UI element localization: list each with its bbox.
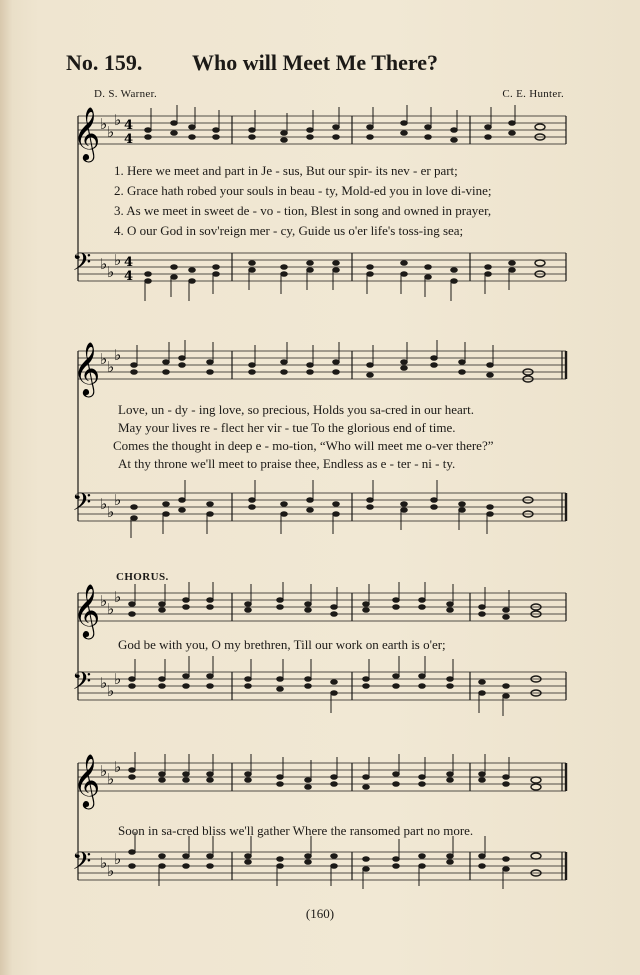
svg-text:♭: ♭	[100, 495, 108, 513]
svg-text:♭: ♭	[114, 850, 122, 868]
svg-text:♭: ♭	[107, 600, 115, 618]
svg-text:♭: ♭	[100, 854, 108, 872]
svg-text:4: 4	[124, 255, 134, 270]
svg-text:4: 4	[124, 132, 134, 147]
svg-text:♭: ♭	[100, 674, 108, 692]
svg-text:♭: ♭	[114, 588, 122, 606]
svg-text:𝄞: 𝄞	[73, 583, 101, 637]
hymn-heading	[66, 50, 566, 84]
svg-text:♭: ♭	[107, 770, 115, 788]
svg-text:𝄢: 𝄢	[72, 667, 92, 702]
music-system-1	[70, 105, 570, 315]
svg-text:♭: ♭	[100, 255, 108, 273]
svg-text:♭: ♭	[114, 111, 122, 129]
music-system-4	[70, 752, 570, 902]
chorus-label: CHORUS.	[116, 571, 169, 583]
svg-text:♭: ♭	[107, 263, 115, 281]
svg-text:♭: ♭	[107, 682, 115, 700]
svg-text:♭: ♭	[114, 251, 122, 269]
svg-text:♭: ♭	[107, 358, 115, 376]
music-system-3	[70, 582, 570, 732]
svg-text:♭: ♭	[107, 503, 115, 521]
verse-4-line-1: 4. O our God in sov'reign mer - cy, Guide us o'er life's toss-ing sea;	[114, 223, 464, 238]
svg-text:𝄞: 𝄞	[73, 753, 101, 807]
lyricist-credit: D. S. Warner.	[94, 88, 157, 100]
staff-group-3	[70, 582, 570, 732]
verse-2-line-1: 2. Grace hath robed your souls in beau - ty, Mold-ed you in love di-vine;	[114, 183, 492, 198]
verse-1-line-2: Love, un - dy - ing love, so precious, Holds you sa-cred in our heart.	[118, 402, 474, 417]
svg-text:𝄢: 𝄢	[72, 488, 92, 523]
svg-text:♭: ♭	[100, 592, 108, 610]
page-number: (160)	[305, 906, 335, 921]
svg-text:♭: ♭	[100, 350, 108, 368]
svg-text:♭: ♭	[100, 115, 108, 133]
hymn-number: No. 159.	[66, 50, 143, 75]
svg-text:♭: ♭	[107, 123, 115, 141]
music-system-2	[70, 340, 570, 540]
page-gutter	[0, 0, 12, 975]
svg-text:♭: ♭	[107, 862, 115, 880]
hymn-title: Who will Meet Me There?	[192, 50, 439, 75]
svg-text:♭: ♭	[114, 670, 122, 688]
hymn-credits	[94, 88, 564, 104]
svg-text:♭: ♭	[114, 346, 122, 364]
verse-2-line-2: May your lives re - flect her vir - tue To the glorious end of time.	[118, 420, 456, 435]
svg-text:𝄢: 𝄢	[72, 248, 92, 283]
svg-text:4: 4	[124, 118, 134, 133]
svg-text:♭: ♭	[114, 758, 122, 776]
chorus-line-1: God be with you, O my brethren, Till our work on earth is o'er;	[118, 637, 446, 652]
svg-text:𝄞: 𝄞	[73, 341, 101, 395]
verse-3-line-2: Comes the thought in deep e - mo-tion, “Who will meet me o-ver there?”	[113, 438, 494, 453]
verse-1-line-1: 1. Here we meet and part in Je - sus, But our spir- its nev - er part;	[114, 163, 458, 178]
verse-4-line-2: At thy throne we'll meet to praise thee, Endless as e - ter - ni - ty.	[118, 456, 456, 471]
svg-text:𝄢: 𝄢	[72, 847, 92, 882]
svg-text:♭: ♭	[114, 491, 122, 509]
chorus-line-2: Soon in sa-cred bliss we'll gather Where the ransomed part no more.	[118, 823, 474, 838]
composer-credit: C. E. Hunter.	[502, 88, 564, 100]
svg-text:♭: ♭	[100, 762, 108, 780]
verse-3-line-1: 3. As we meet in sweet de - vo - tion, Blest in song and owned in prayer,	[114, 203, 492, 218]
svg-text:4: 4	[124, 269, 134, 284]
svg-text:𝄞: 𝄞	[73, 106, 101, 160]
